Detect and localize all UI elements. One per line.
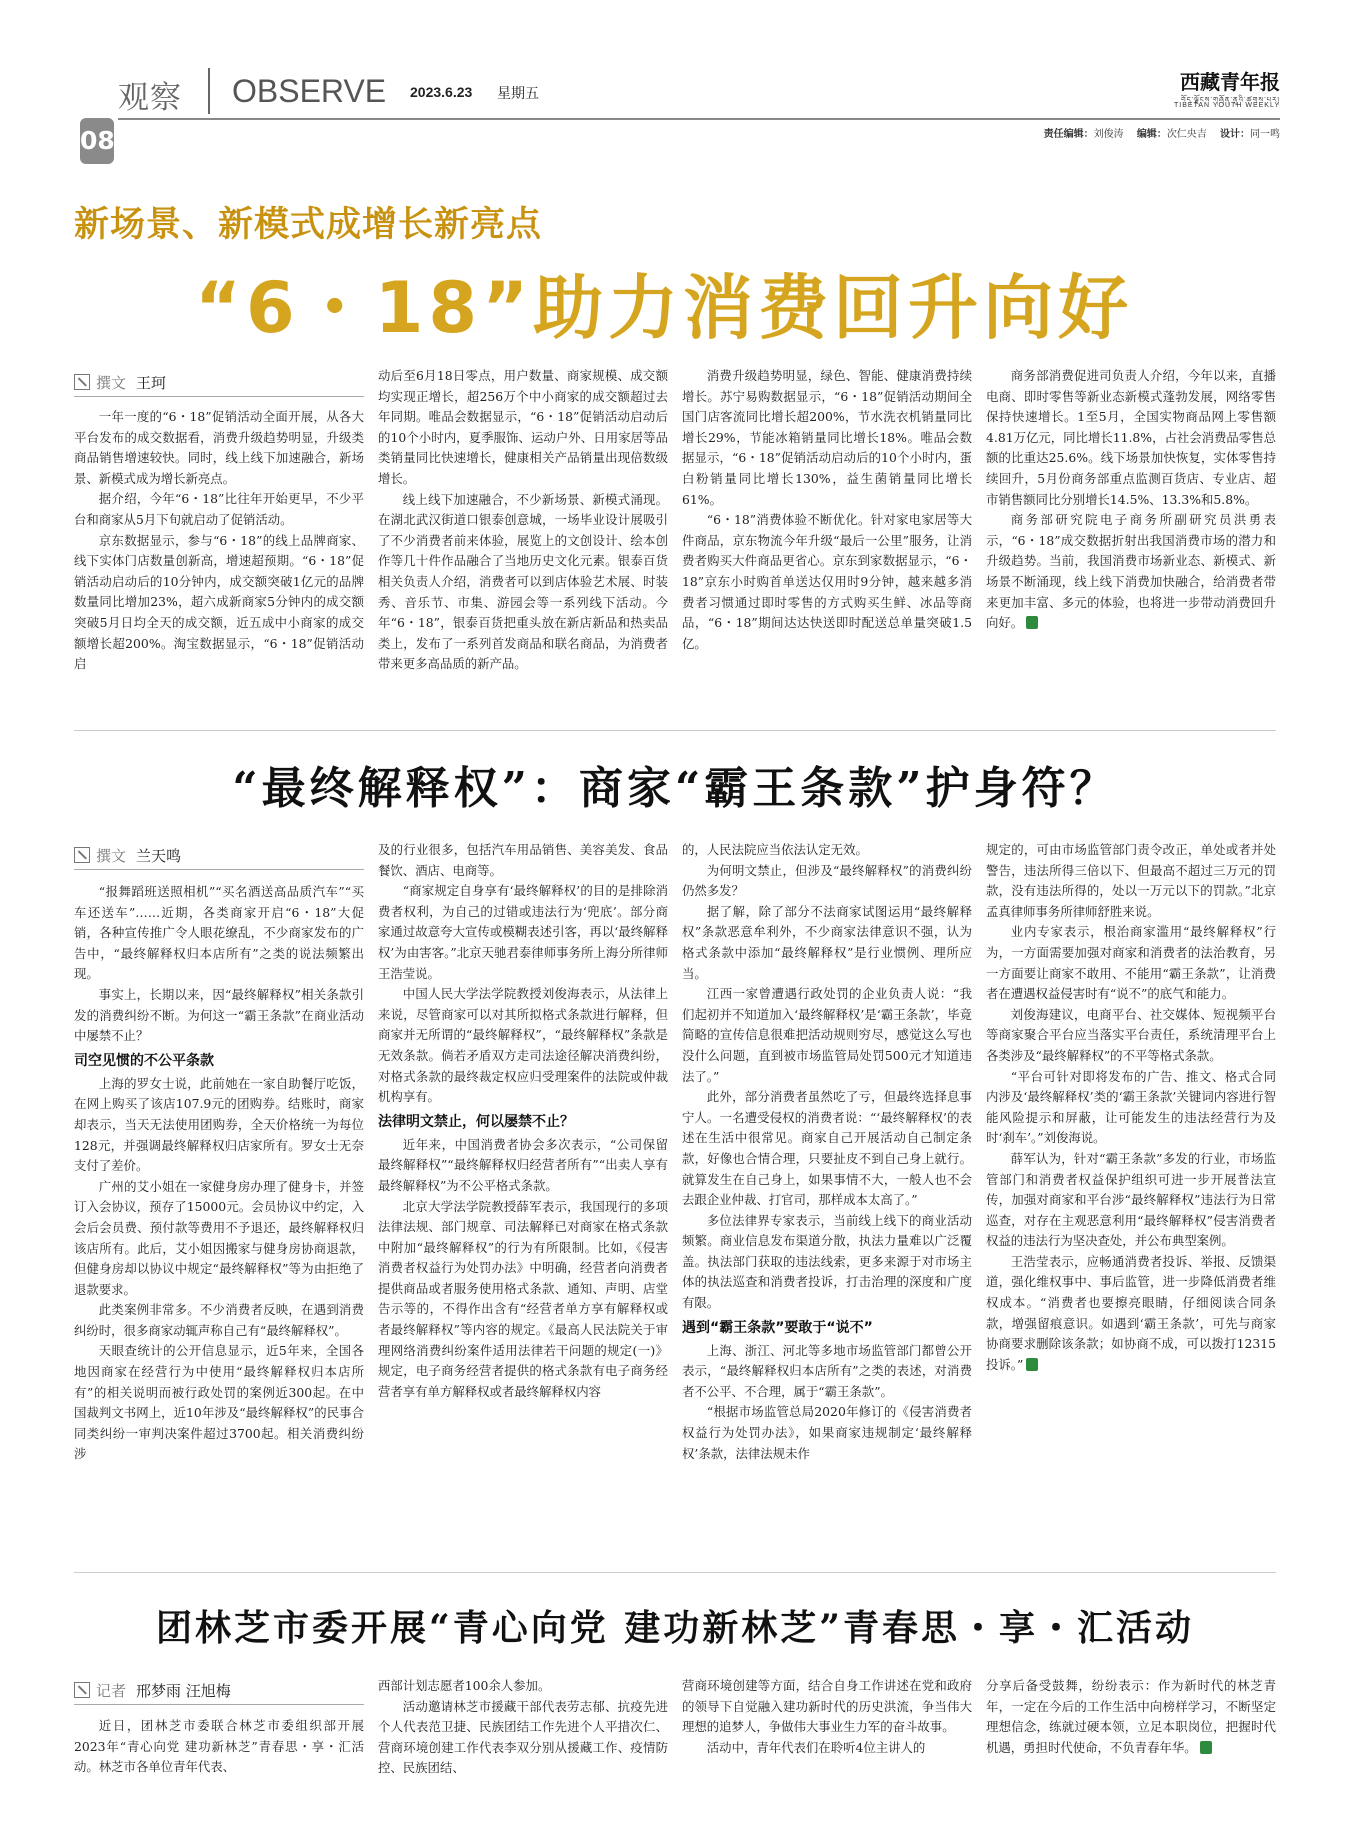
paragraph — [986, 922, 1276, 1004]
copy-editor-name: 次仁央吉 — [1166, 129, 1207, 140]
paragraph-text: 据介绍，今年“6・18”比往年开始更早，不少平台和商家从5月下旬就启动了促销活动。 — [74, 491, 364, 527]
article1-byline — [74, 372, 166, 393]
paragraph-text: 一年一度的“6・18”促销活动全面开展，从各大平台发布的成交数据看，消费升级趋势明显，升级类商品销售增速较快。同时，线上线下加速融合，新场景、新模式成为增长新亮点。 — [74, 409, 364, 486]
article-end-icon — [1200, 1741, 1212, 1754]
paragraph-text: 王浩莹表示，应畅通消费者投诉、举报、反馈渠道，强化维权事中、事后监管，进一步降低消费者维权成本。“消费者也要擦亮眼睛，仔细阅读合同条款，增强留痕意识。如遇到‘霸王条款’，可先与商家协商要求删除该条款；如协商不成，可以拨打12315投诉。” — [986, 1253, 1276, 1372]
paragraph — [378, 366, 668, 490]
paragraph-text: 的，人民法院应当依法认定无效。 — [682, 842, 868, 857]
paragraph — [682, 1087, 972, 1211]
section-divider — [74, 1572, 1276, 1573]
subheading — [74, 1050, 364, 1072]
article3-column-2 — [378, 1676, 668, 1779]
section-separator — [208, 68, 210, 114]
subheading — [682, 1317, 972, 1339]
paragraph-text: 据了解，除了部分不法商家试图运用“最终解释权”条款恶意牟利外，不少商家法律意识不强，认为格式条款中添加“最终解释权”是行业惯例、理所应当。 — [682, 903, 972, 981]
newspaper-name: 西藏青年报 — [1180, 70, 1280, 94]
section-title-cn: 观察 — [118, 80, 182, 116]
paragraph-text: 多位法律界专家表示，当前线上线下的商业活动频繁。商业信息发布渠道分散，执法力量难以广泛覆盖。执法部门获取的违法线索，更多来源于对市场主体的执法巡查和消费者投诉，打击治理的深度和广度有限。 — [682, 1212, 972, 1311]
paragraph — [682, 840, 972, 861]
article3-title: 团林芝市委开展“青心向党 建功新林芝”青春思・享・汇活动 — [156, 1607, 1194, 1649]
copy-editor-label: 编辑： — [1136, 129, 1167, 140]
paragraph — [986, 1149, 1276, 1252]
article-end-icon — [1026, 616, 1038, 629]
paragraph-text: 规定的，可由市场监管部门责令改正，单处或者并处警告，违法所得三倍以下、但最高不超过三万元的罚款，没有违法所得的，处以一万元以下的罚款。”北京孟真律师事务所律师舒胜来说。 — [986, 842, 1276, 919]
article2-column-3 — [682, 840, 972, 1464]
paragraph-text: 业内专家表示，根治商家滥用“最终解释权”行为，一方面需要加强对商家和消费者的法治教育，另一方面要让商家不敢用、不能用“霸王条款”，让消费者在遭遇权益侵害时有“说不”的底气和能力。 — [986, 924, 1276, 1002]
paragraph: 活动中，青年代表们在聆听4位主讲人的 — [706, 1739, 926, 1755]
paragraph-text: “6・18”消费体验不断优化。针对家电家居等大件商品，京东物流今年升级“最后一公里”服务，让消费者购买大件商品更省心。京东到家数据显示，“6・18”京东小时购首单送达仅用时9分钟，越来越多消费者习惯通过即时零售的方式购买生鲜、冰品等商品，“6・18”期间达达快送即时配送总单量突破1.5亿。 — [682, 512, 972, 651]
paragraph-text: 刘俊海建议，电商平台、社交媒体、短视频平台等商家聚合平台应当落实平台责任，系统清理平台上各类涉及“最终解释权”的不平等格式条款。 — [986, 1006, 1276, 1063]
newspaper-name-tibetan: བོད་ལྗོངས་གཞོན་ནུའི་ཚགས་པར། — [1181, 96, 1280, 104]
paragraph — [74, 1300, 364, 1341]
paragraph-text: 近年来，中国消费者协会多次表示，“公司保留最终解释权”“最终解释权归经营者所有”“出卖人享有最终解释权”为不公平格式条款。 — [378, 1136, 668, 1193]
section-title-en: OBSERVE — [232, 73, 387, 109]
article2-title: “最终解释权”：商家“霸王条款”护身符？ — [232, 763, 1118, 814]
paragraph-text: 司空见惯的不公平条款 — [74, 1052, 214, 1069]
article1-column-2 — [378, 366, 668, 675]
paragraph — [378, 1197, 668, 1403]
article1-column-3 — [682, 366, 972, 654]
paragraph: 活动邀请林芝市援藏干部代表劳志郁、抗疫先进个人代表范卫捷、民族团结工作先进个人平措次仁、营商环境创建工作代表李双分别从援藏工作、疫情防控、民族团结、 — [378, 1698, 668, 1776]
author-name: 王珂 — [136, 374, 167, 392]
paragraph-text: 京东数据显示，参与“6・18”的线上品牌商家、线下实体门店数量创新高，增速超预期。“6・18”促销活动启动后的10分钟内，成交额突破1亿元的品牌数量同比增加23%，超六成新商家5分钟内的成交额突破5月日均全天的成交额，近五成中小商家的成交额增长超200%。淘宝数据显示，“6・18”促销活动启 — [74, 532, 364, 672]
article1-column-4 — [986, 366, 1276, 634]
paragraph-text: 上海的罗女士说，此前她在一家自助餐厅吃饭，在网上购买了该店107.9元的团购券。结账时，商家却表示，当天无法使用团购券，全天价格统一为每位128元，并强调最终解释权归店家所有。罗女士无奈支付了差价。 — [74, 1075, 364, 1174]
paragraph-text: “根据市场监管总局2020年修订的《侵害消费者权益行为处罚办法》，如果商家违规制定‘最终解释权’条款，法律法规未作 — [682, 1404, 972, 1461]
paragraph-text: 及的行业很多，包括汽车用品销售、美容美发、食品餐饮、酒店、电商等。 — [378, 842, 668, 878]
paragraph — [74, 1074, 364, 1177]
paragraph — [682, 861, 972, 902]
paragraph — [378, 984, 668, 1108]
paragraph-text: “商家规定自身享有‘最终解释权’的目的是排除消费者权利，为自己的过错或违法行为‘兜底’。部分商家通过故意夸大宣传或模糊表述引客，再以‘最终解释权’为由害客。”北京天驰君泰律师事务所上海分所律师王浩莹说。 — [378, 883, 668, 981]
byline-label: 撰文 — [96, 374, 127, 392]
paragraph: 西部计划志愿者100余人参加。 — [378, 1678, 551, 1693]
design-label: 设计： — [1220, 129, 1250, 140]
article3-column-4 — [986, 1676, 1276, 1758]
paragraph — [378, 490, 668, 675]
paragraph-text: “报舞蹈班送照相机”“买名酒送高品质汽车”“买车还送车”……近期，各类商家开启“6・18”大促销，各种宣传推广令人眼花缭乱，不少商家发布的广告中，“最终解释权归本店所有”之类的说法频繁出现。 — [74, 884, 364, 982]
paragraph — [378, 881, 668, 984]
paragraph-text: 商务部消费促进司负责人介绍，今年以来，直播电商、即时零售等新业态新模式蓬勃发展，网络零售保持快速增长。1至5月，全国实物商品网上零售额4.81万亿元，同比增长11.8%，占社会消费品零售总额的比重达25.6%。线下场景加快恢复，实体零售持续回升，5月份商务部重点监测百货店、专业店、超市销售额同比分别增长14.5%、13.3%和5.8%。 — [986, 368, 1276, 507]
paragraph-text: 北京大学法学院教授薛军表示，我国现行的多项法律法规、部门规章、司法解释已对商家在格式条款中附加“最终解释权”的行为有所限制。比如，《侵害消费者权益行为处罚办法》中明确，经营者向消费者提供商品或者服务使用格式条款、通知、声明、店堂告示等的，不得作出含有“经营者单方享有解释权或者最终解释权”等内容的规定。《最高人民法院关于审理网络消费纠纷案件适用法律若干问题的规定(一)》规定，电子商务经营者提供的格式条款有电子商务经营者享有单方解释权或者最终解释权内容 — [378, 1198, 668, 1399]
paragraph-text: 分享后备受鼓舞，纷纷表示：作为新时代的林芝青年，一定在今后的工作生活中向榜样学习，不断坚定理想信念，练就过硬本领，立足本职岗位，把握时代机遇，勇担时代使命，不负青春年华。 — [986, 1678, 1276, 1755]
issue-date: 2023.6.23 — [410, 84, 473, 100]
paragraph — [74, 489, 364, 530]
paragraph — [378, 840, 668, 881]
paragraph-text: 遇到“霸王条款”要敢于“说不” — [682, 1319, 873, 1336]
paragraph-text: 为何明文禁止，但涉及“最终解释权”的消费纠纷仍然多发？ — [682, 862, 972, 899]
article3-column-3 — [682, 1676, 972, 1758]
paragraph: 营商环境创建等方面，结合自身工作讲述在党和政府的领导下自觉融入建功新时代的历史洪流，争当伟大理想的追梦人，争做伟大事业生力军的奋斗故事。 — [682, 1678, 972, 1735]
article2-column-2 — [378, 840, 668, 1402]
article2-byline — [74, 845, 181, 866]
article3-column-1 — [74, 1716, 364, 1778]
paragraph — [682, 1211, 972, 1314]
byline-rule — [74, 396, 364, 397]
paragraph-text: 消费升级趋势明显，绿色、智能、健康消费持续增长。苏宁易购数据显示，“6・18”促销活动期间全国门店客流同比增长超200%，节水洗衣机销量同比增长29%，节能冰箱销量同比增长18%。唯品会数据显示，“6・18”促销活动启动后的10个小时内，蛋白粉销量同比增长130%，益生菌销量同比增长61%。 — [682, 368, 972, 507]
pen-icon — [74, 847, 90, 863]
paragraph-text: 薛军认为，针对“霸王条款”多发的行业，市场监管部门和消费者权益保护组织可进一步开展普法宣传，加强对商家和平台涉“最终解释权”违法行为日常巡查，对存在主观恶意利用“最终解释权”侵害消费者权益的违法行为坚决查处，并公布典型案例。 — [986, 1150, 1276, 1249]
paragraph — [378, 1135, 668, 1197]
paragraph-text: 线上线下加速融合，不少新场景、新模式涌现。在湖北武汉街道口银泰创意城，一场毕业设计展吸引了不少消费者前来体验，展览上的文创设计、绘本创作等几十件作品融合了当地历史文化元素。银泰百货相关负责人介绍，消费者可以到店体验艺术展、时装秀、音乐节、市集、游园会等一系列线下活动。今年“6・18”，银泰百货把重头放在新店新品和热卖品类上，发布了一系列首发商品和联名商品，为消费者带来更多高品质的新产品。 — [378, 491, 668, 672]
article2-column-4 — [986, 840, 1276, 1375]
paragraph-text: 法律明文禁止，何以屡禁不止？ — [378, 1113, 574, 1130]
author-name: 兰天鸣 — [136, 847, 182, 865]
paragraph — [682, 1341, 972, 1403]
paragraph — [74, 1177, 364, 1301]
paragraph — [986, 1005, 1276, 1067]
section-divider — [74, 730, 1276, 731]
designer-name: 同一鸣 — [1250, 129, 1280, 140]
paragraph — [682, 902, 972, 984]
paragraph — [74, 407, 364, 489]
article3-byline — [74, 1680, 231, 1701]
paragraph — [74, 1341, 364, 1465]
article-end-icon — [1026, 1358, 1038, 1371]
pen-icon — [74, 1682, 90, 1698]
paragraph-text: 天眼查统计的公开信息显示，近5年来，全国各地因商家在经营行为中使用“最终解释权归本店所有”的相关说明而被行政处罚的案例近300起。在中国裁判文书网上，近10年涉及“最终解释权”的民事合同类纠纷一审判决案件超过3700起。相关消费纠纷涉 — [74, 1343, 364, 1462]
paragraph-text: 此类案例非常多。不少消费者反映，在遇到消费纠纷时，很多商家动辄声称自己有“最终解释权”。 — [74, 1302, 364, 1338]
paragraph-text: “平台可针对即将发布的广告、推文、格式合同内涉及‘最终解释权’类的‘霸王条款’关键词内容进行智能风险提示和屏蔽，让可能发生的违法经营行为及时‘刹车’。”刘俊海说。 — [986, 1068, 1276, 1146]
article1-title: “6・18”助力消费回升向好 — [195, 267, 1134, 349]
editor-name: 刘俊涛 — [1093, 129, 1124, 140]
paragraph-text: 事实上，长期以来，因“最终解释权”相关条款引发的消费纠纷不断。为何这一“霸王条款”在商业活动中屡禁不止？ — [74, 986, 364, 1044]
paragraph-text: 动后至6月18日零点，用户数量、商家规模、成交额均实现正增长，超256万个中小商家的成交额超过去年同期。唯品会数据显示，“6・18”促销活动启动后的10个小时内，夏季服饰、运动户外、日用家居等品类销量同比快速增长，健康相关产品销量出现倍数级增长。 — [378, 368, 668, 486]
paragraph — [986, 366, 1276, 510]
paragraph-text: 此外，部分消费者虽然吃了亏，但最终选择息事宁人。一名遭受侵权的消费者说：“‘最终解释权’的表述在生活中很常见。商家自己开展活动自己制定条款，好像也合情合理，只要扯皮不到自己身上就行。就算发生在自己身上，如果事情不大，一般人也不会去跟企业仲裁、打官司，那样成本太高了。” — [682, 1089, 972, 1208]
article1-kicker: 新场景、新模式成增长新亮点 — [74, 204, 543, 245]
paragraph: 近日，团林芝市委联合林芝市委组织部开展2023年“青心向党 建功新林芝”青春思・享・汇活动。林芝市各单位青年代表、 — [74, 1718, 364, 1775]
byline-label: 撰文 — [96, 847, 127, 865]
paragraph — [682, 1402, 972, 1464]
editor-credits — [1044, 125, 1280, 140]
paragraph-text: 广州的艾小姐在一家健身房办理了健身卡，并签订入会协议，预存了15000元。会员协议中约定，入会后会员费、预付款等费用不予退还，最终解释权归该店所有。此后，艾小姐因搬家与健身房协商退款，但健身房却以协议中规定“最终解释权”等为由拒绝了退款要求。 — [74, 1178, 364, 1297]
paragraph — [74, 531, 364, 675]
newspaper-name-en: TIBETAN YOUTH WEEKLY — [1174, 102, 1280, 109]
author-name: 邢梦雨 汪旭梅 — [136, 1682, 231, 1700]
byline-rule — [74, 1704, 364, 1705]
article2-column-1 — [74, 882, 364, 1465]
page-number: 08 — [80, 118, 114, 164]
paragraph-text: 中国人民大学法学院教授刘俊海表示，从法律上来说，尽管商家可以对其所拟格式条款进行解释，但商家并无所谓的“最终解释权”，“最终解释权”条款是无效条款。倘若矛盾双方走司法途径解决消费纠纷，对格式条款的最终裁定权应归受理案件的法院或仲裁机构享有。 — [378, 986, 668, 1105]
byline-label: 记者 — [96, 1682, 127, 1700]
paragraph — [986, 840, 1276, 922]
pen-icon — [74, 374, 90, 390]
subheading — [378, 1111, 668, 1133]
paragraph — [986, 1067, 1276, 1149]
paragraph — [74, 882, 364, 985]
paragraph — [682, 984, 972, 1087]
header-rule — [118, 118, 1280, 120]
paragraph — [986, 1252, 1276, 1376]
paragraph — [682, 366, 972, 510]
byline-rule — [74, 869, 364, 870]
paragraph — [682, 510, 972, 654]
paragraph — [986, 1676, 1276, 1758]
paragraph — [74, 985, 364, 1047]
article1-column-1 — [74, 407, 364, 675]
paragraph — [986, 510, 1276, 634]
editor-label: 责任编辑： — [1043, 129, 1094, 140]
paragraph-text: 商务部研究院电子商务所副研究员洪勇表示，“6・18”成交数据折射出我国消费市场的潜力和升级趋势。当前，我国消费市场新业态、新模式、新场景不断涌现，线上线下消费加快融合，给消费者带来更加丰富、多元的体验，也将进一步带动消费回升向好。 — [986, 512, 1276, 631]
paragraph-text: 上海、浙江、河北等多地市场监管部门都曾公开表示，“最终解释权归本店所有”之类的表述，对消费者不公平、不合理，属于“霸王条款”。 — [682, 1342, 972, 1399]
paragraph-text: 江西一家曾遭遇行政处罚的企业负责人说：“我们起初并不知道加入‘最终解释权’是‘霸王条款’，毕竟简略的宣传信息很难把活动规则穷尽，感觉这么写也没什么问题，直到被市场监管局处罚500元才知道违法了。” — [682, 986, 972, 1084]
issue-weekday: 星期五 — [497, 86, 539, 102]
